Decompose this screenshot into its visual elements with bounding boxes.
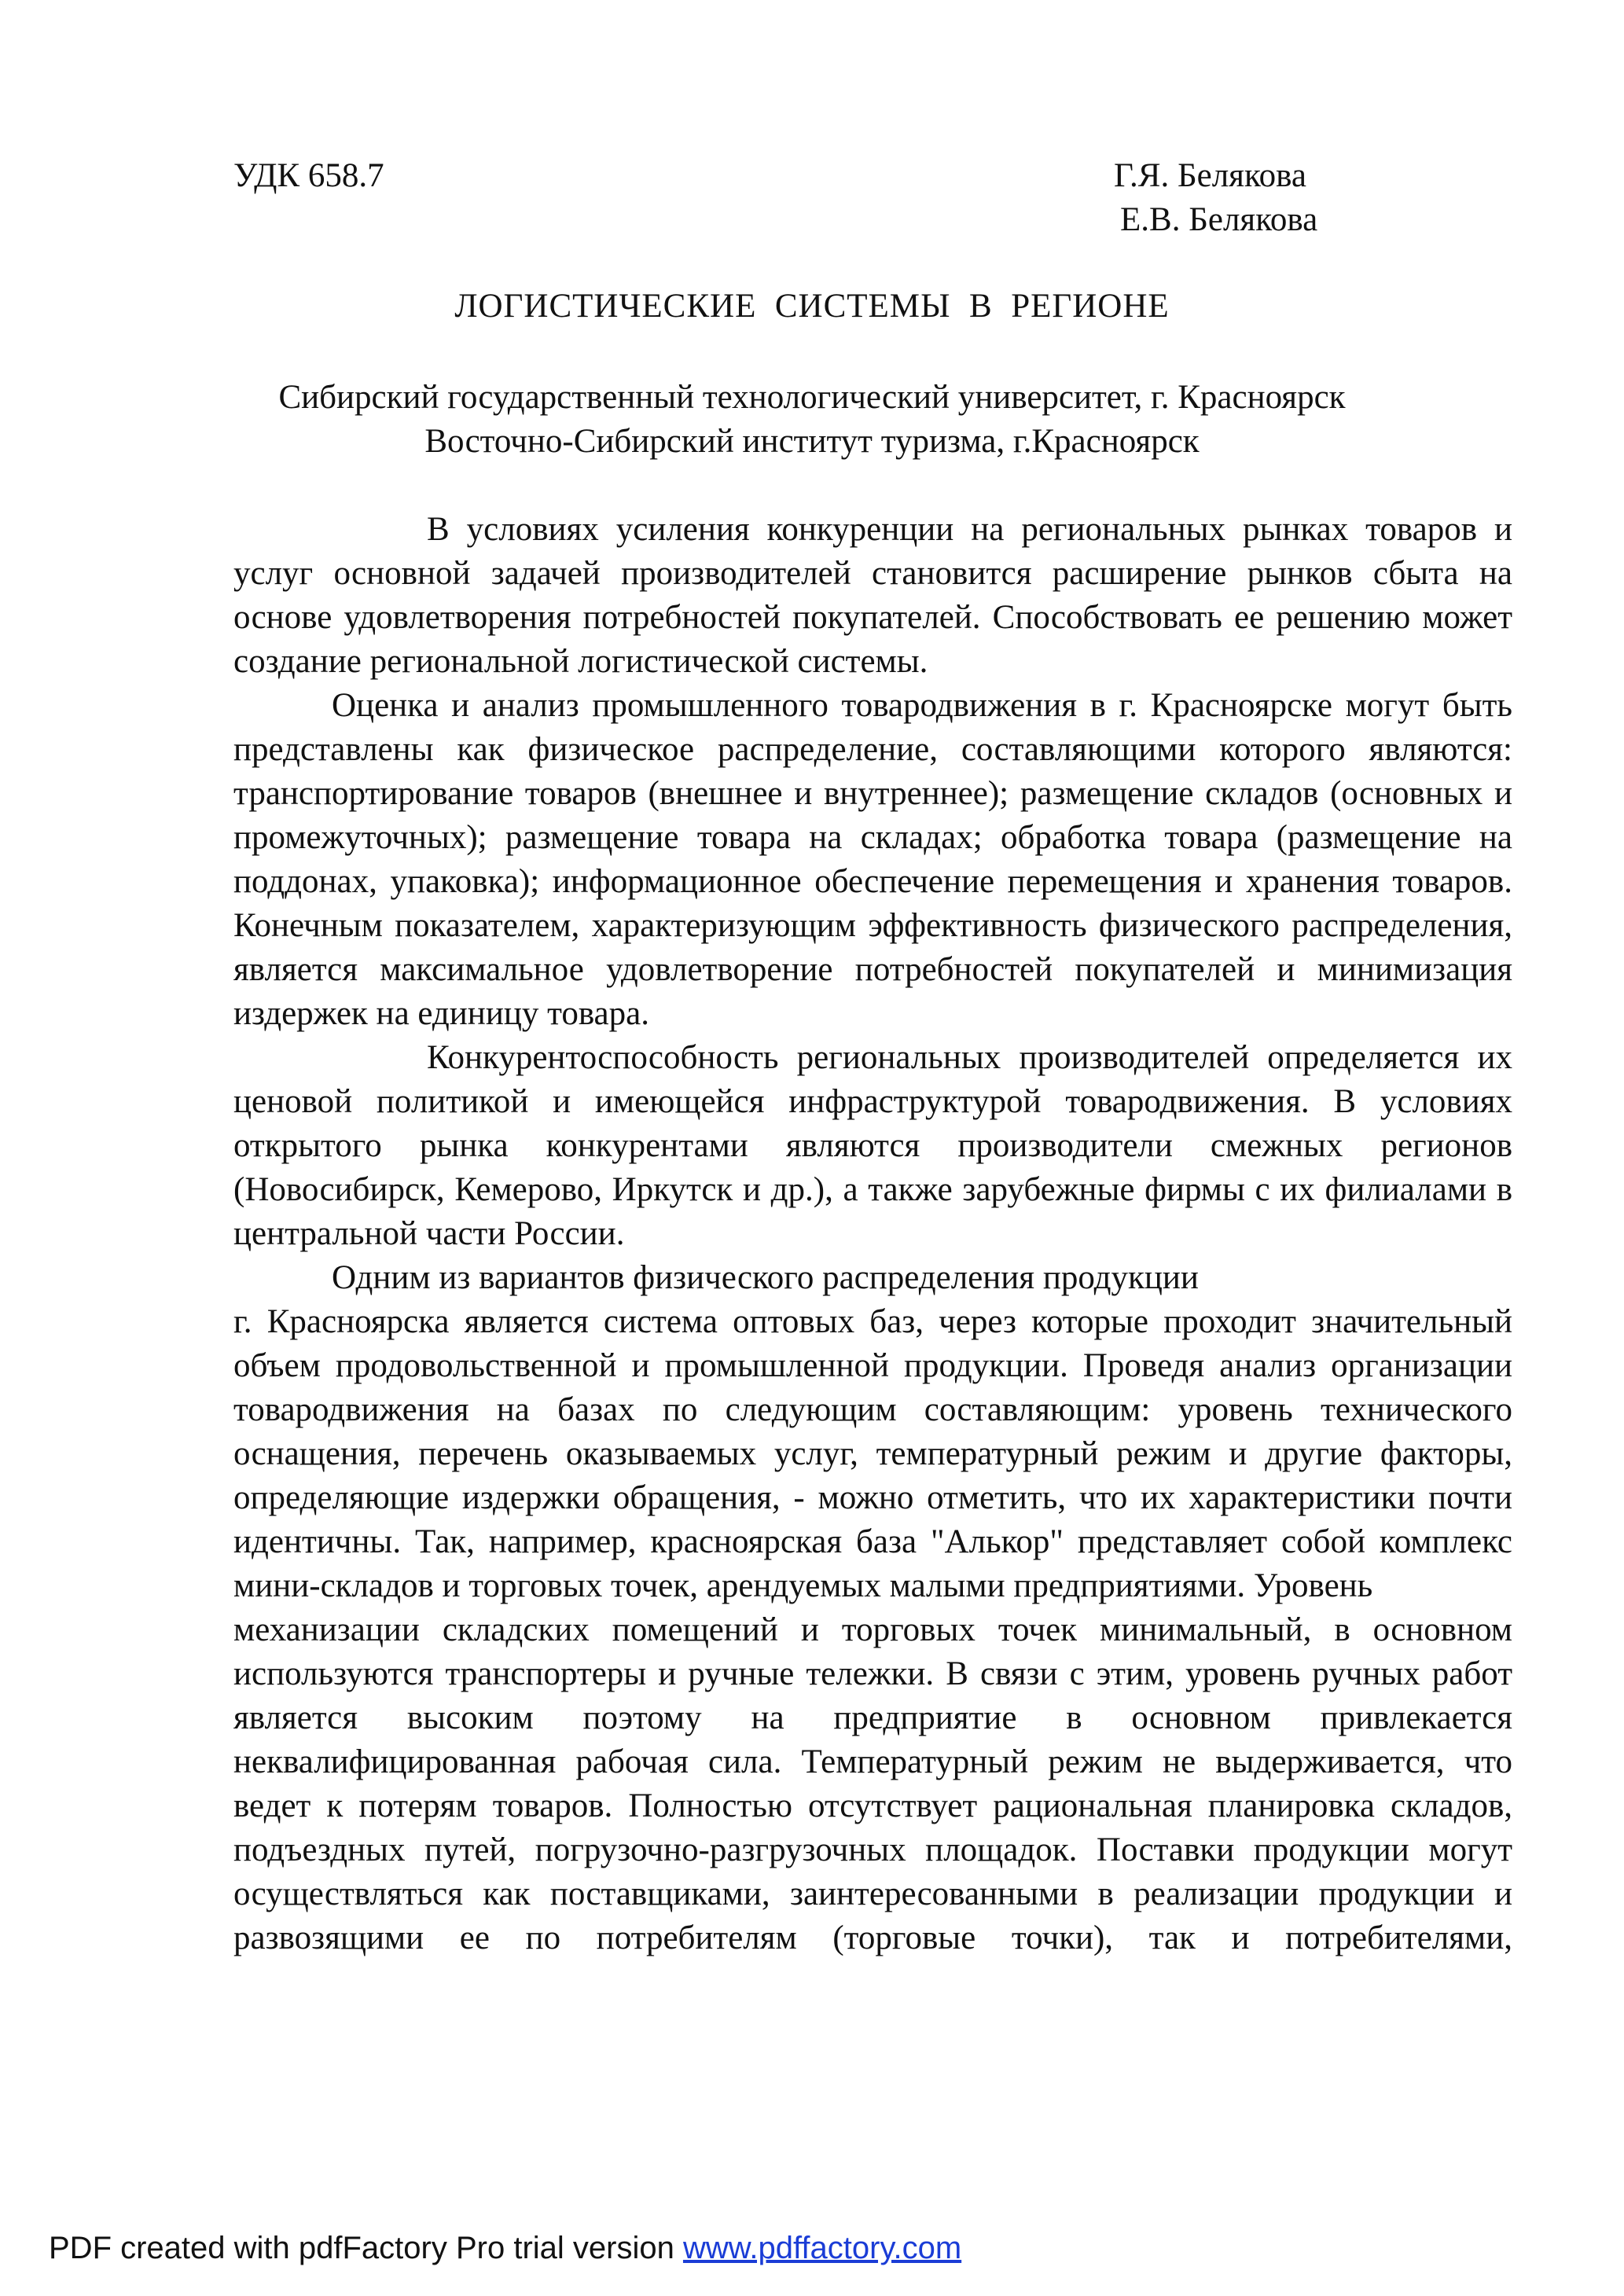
udk-code: УДК 658.7 [233, 157, 384, 194]
paragraph: г. Красноярска является система оптовых баз, через которые проходит значительный объем продовольственной и промышленной продукции. Проведя анализ организации товародвижения на базах по следующим составляющим: уровень технического оснащения, перечень оказываемых услуг, температурный режим и другие факторы, определяющие издержки обращения, - можно отметить, что их характеристики почти идентичны. Так, например, красноярская база "Алькор" представляет собой комплекс мини-складов и торговых точек, арендуемых малыми предприятиями. Уровень [233, 1303, 1512, 1604]
paragraph: Оценка и анализ промышленного товародвижения в г. Красноярске могут быть представлены как физическое распределение, составляющими которого являются: транспортирование товаров (внешнее и внутреннее); размещение складов (основных и промежуточных); размещение товара на складах; обработка товара (размещение на поддонах, упаковка); информационное обеспечение перемещения и хранения товаров. Конечным показателем, характеризующим эффективность физического распределения, является максимальное удовлетворение потребностей покупателей и минимизация издержек на единицу товара. [233, 687, 1512, 1032]
paragraph: В условиях усиления конкуренции на региональных рынках товаров и услуг основной задачей производителей становится расширение рынков сбыта на основе удовлетворения потребностей покупателей. Способствовать ее решению может создание региональной логистической системы. [233, 511, 1512, 680]
affiliation: Восточно-Сибирский институт туризма, г.Красноярск [424, 423, 1200, 460]
footer-link[interactable]: www.pdffactory.com [682, 2231, 962, 2265]
author-name: Г.Я. Белякова [1114, 157, 1306, 194]
affiliation: Сибирский государственный технологический университет, г. Красноярск [278, 379, 1346, 416]
paragraph: Конкурентоспособность региональных производителей определяется их ценовой политикой и имеющейся инфраструктурой товародвижения. В условиях открытого рынка конкурентами являются производители смежных регионов (Новосибирск, Кемерово, Иркутск и др.), а также зарубежные фирмы с их филиалами в центральной части России. [233, 1039, 1512, 1252]
paragraph: Одним из вариантов физического распределения продукции [332, 1259, 1199, 1296]
paragraph: механизации складских помещений и торговых точек минимальный, в основном используются транспортеры и ручные тележки. В связи с этим, уровень ручных работ является высоким поэтому на предприятие в основном привлекается неквалифицированная рабочая сила. Температурный режим не выдерживается, что ведет к потерям товаров. Полностью отсутствует рациональная планировка складов, подъездных путей, погрузочно-разгрузочных площадок. Поставки продукции могут осуществляться как поставщиками, заинтересованными в реализации продукции и развозящими ее по потребителям (торговые точки), так и потребителями, [233, 1611, 1512, 1956]
footer-text: PDF created with pdfFactory Pro trial version [49, 2231, 683, 2265]
author-name: Е.В. Белякова [1120, 201, 1318, 238]
article-body [233, 508, 1512, 1960]
pdf-footer [49, 2228, 961, 2268]
article-title: ЛОГИСТИЧЕСКИЕ СИСТЕМЫ В РЕГИОНЕ [454, 288, 1170, 325]
